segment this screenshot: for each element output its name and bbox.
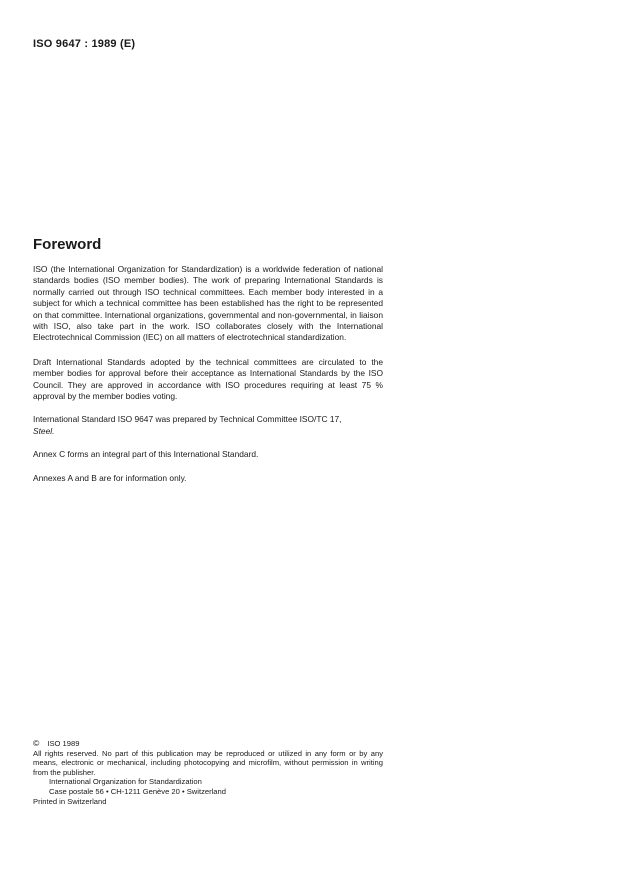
foreword-paragraph-1: ISO (the International Organization for Standardization) is a worldwide federation of national standards bodies (ISO member bodies). The work of preparing International Standards is normally carried out through ISO technical committees. Each member body interested in a subject for which a technical committee has been established has the right to be represented on that committee. International organizations, governmental and non-governmental, in liaison with ISO, also take part in the work. ISO collaborates closely with the International Electrotechnical Commission (IEC) on all matters of electrotechnical standardization. [33,264,383,343]
rights-statement: All rights reserved. No part of this publication may be reproduced or utilized in any form or by any means, electronic or mechanical, including photocopying and microfilm, without permission in writing from the publisher. [33,748,383,777]
publisher-organization: International Organization for Standardization [49,777,202,787]
copyright-line [33,739,383,749]
document-identifier: ISO 9647 : 1989 (E) [33,38,136,50]
foreword-paragraph-4: Annex C forms an integral part of this International Standard. [33,449,259,460]
copyright-symbol: © [33,738,40,748]
copyright-holder-year: ISO 1989 [47,739,80,748]
foreword-body [33,264,383,496]
foreword-paragraph-3-text: International Standard ISO 9647 was prepared by Technical Committee ISO/TC 17, [33,414,342,425]
printed-in: Printed in Switzerland [33,796,107,806]
foreword-paragraph-2: Draft International Standards adopted by the technical committees are circulated to the member bodies for approval before their acceptance as International Standards by the ISO Council. They are approved in accordance with ISO procedures requiring at least 75 % approval by the member bodies voting. [33,356,383,402]
publisher-address: Case postale 56 • CH-1211 Genève 20 • Switzerland [49,786,226,796]
copyright-block [33,739,383,806]
committee-name: Steel. [33,425,55,436]
foreword-paragraph-5: Annexes A and B are for information only. [33,472,187,483]
foreword-heading: Foreword [33,236,102,253]
foreword-paragraph-3 [33,414,383,437]
